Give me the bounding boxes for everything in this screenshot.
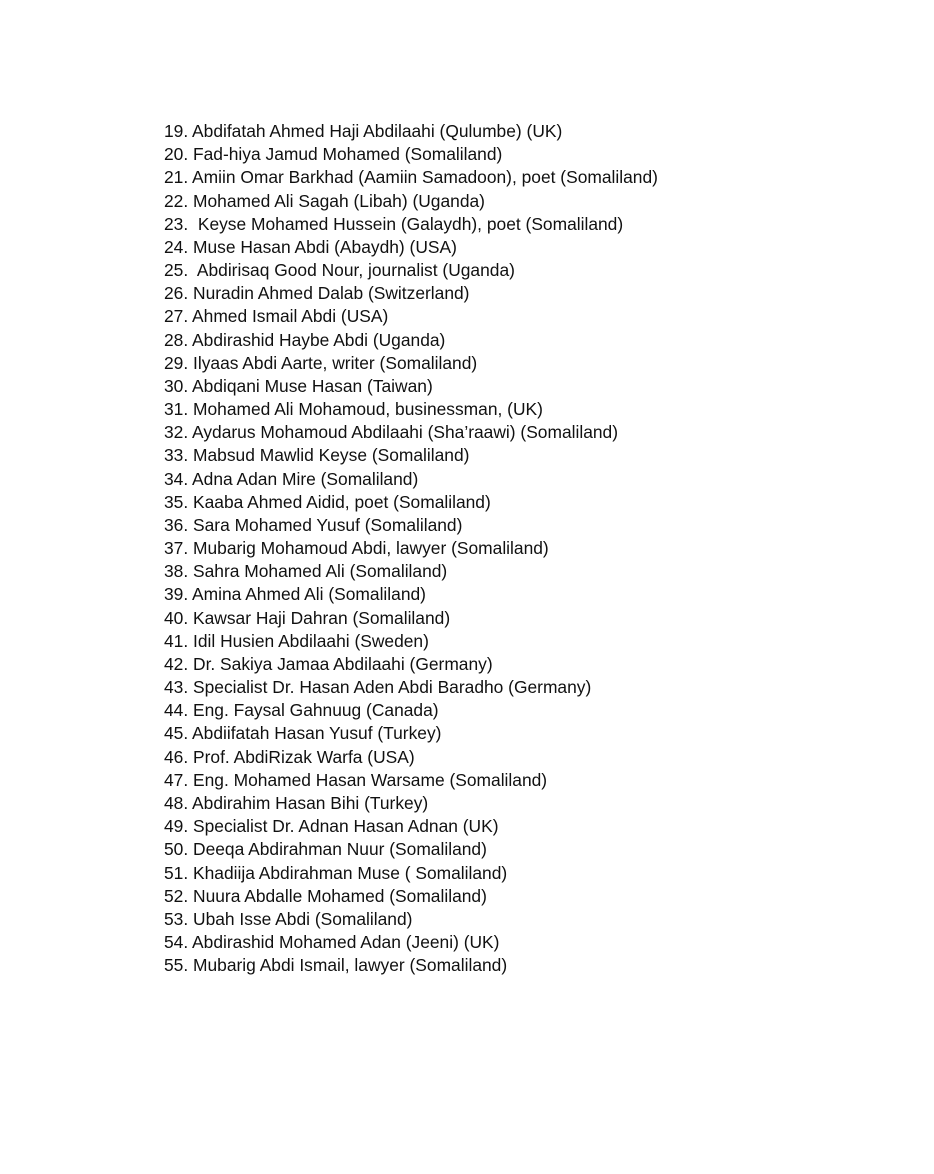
signatory-list-item: 49. Specialist Dr. Adnan Hasan Adnan (UK)	[164, 816, 499, 837]
signatory-list-item: 22. Mohamed Ali Sagah (Libah) (Uganda)	[164, 190, 485, 211]
signatory-list-item: 53. Ubah Isse Abdi (Somaliland)	[164, 908, 413, 929]
signatory-list-item: 35. Kaaba Ahmed Aidid, poet (Somaliland)	[164, 491, 491, 512]
signatory-list-item: 33. Mabsud Mawlid Keyse (Somaliland)	[164, 445, 470, 466]
signatory-list-item: 36. Sara Mohamed Yusuf (Somaliland)	[164, 514, 463, 535]
signatory-list-item: 42. Dr. Sakiya Jamaa Abdilaahi (Germany)	[164, 653, 493, 674]
signatory-list-item: 41. Idil Husien Abdilaahi (Sweden)	[164, 630, 429, 651]
signatory-list-item: 43. Specialist Dr. Hasan Aden Abdi Baradho (Germany)	[164, 677, 592, 698]
signatory-list-item: 39. Amina Ahmed Ali (Somaliland)	[164, 584, 426, 605]
signatory-list-item: 54. Abdirashid Mohamed Adan (Jeeni) (UK)	[164, 932, 500, 953]
signatory-list-item: 21. Amiin Omar Barkhad (Aamiin Samadoon), poet (Somaliland)	[164, 167, 658, 188]
signatory-list-item: 23. Keyse Mohamed Hussein (Galaydh), poet (Somaliland)	[164, 213, 624, 234]
signatory-list-item: 47. Eng. Mohamed Hasan Warsame (Somaliland)	[164, 769, 548, 790]
signatory-list-item: 38. Sahra Mohamed Ali (Somaliland)	[164, 561, 448, 582]
signatory-list-item: 25. Abdirisaq Good Nour, journalist (Uganda)	[164, 260, 515, 281]
signatory-list-item: 46. Prof. AbdiRizak Warfa (USA)	[164, 746, 415, 767]
signatory-list-item: 51. Khadiija Abdirahman Muse ( Somaliland)	[164, 862, 508, 883]
signatory-list-item: 24. Muse Hasan Abdi (Abaydh) (USA)	[164, 236, 457, 257]
signatory-list-item: 27. Ahmed Ismail Abdi (USA)	[164, 306, 389, 327]
signatory-list	[164, 120, 658, 977]
signatory-list-item: 55. Mubarig Abdi Ismail, lawyer (Somaliland)	[164, 955, 508, 976]
signatory-list-item: 28. Abdirashid Haybe Abdi (Uganda)	[164, 329, 446, 350]
signatory-list-item: 50. Deeqa Abdirahman Nuur (Somaliland)	[164, 839, 487, 860]
signatory-list-item: 30. Abdiqani Muse Hasan (Taiwan)	[164, 375, 433, 396]
signatory-list-item: 40. Kawsar Haji Dahran (Somaliland)	[164, 607, 451, 628]
signatory-list-item: 31. Mohamed Ali Mohamoud, businessman, (UK)	[164, 399, 543, 420]
signatory-list-item: 29. Ilyaas Abdi Aarte, writer (Somaliland)	[164, 352, 478, 373]
signatory-list-item: 20. Fad-hiya Jamud Mohamed (Somaliland)	[164, 144, 503, 165]
signatory-list-item: 37. Mubarig Mohamoud Abdi, lawyer (Somaliland)	[164, 538, 549, 559]
signatory-list-item: 32. Aydarus Mohamoud Abdilaahi (Sha’raawi) (Somaliland)	[164, 422, 619, 443]
signatory-list-item: 45. Abdiifatah Hasan Yusuf (Turkey)	[164, 723, 442, 744]
signatory-list-item: 48. Abdirahim Hasan Bihi (Turkey)	[164, 792, 429, 813]
signatory-list-item: 19. Abdifatah Ahmed Haji Abdilaahi (Qulumbe) (UK)	[164, 121, 563, 141]
signatory-list-item: 52. Nuura Abdalle Mohamed (Somaliland)	[164, 885, 487, 906]
signatory-list-item: 34. Adna Adan Mire (Somaliland)	[164, 468, 419, 489]
signatory-list-item: 26. Nuradin Ahmed Dalab (Switzerland)	[164, 283, 470, 304]
signatory-list-item: 44. Eng. Faysal Gahnuug (Canada)	[164, 700, 439, 721]
